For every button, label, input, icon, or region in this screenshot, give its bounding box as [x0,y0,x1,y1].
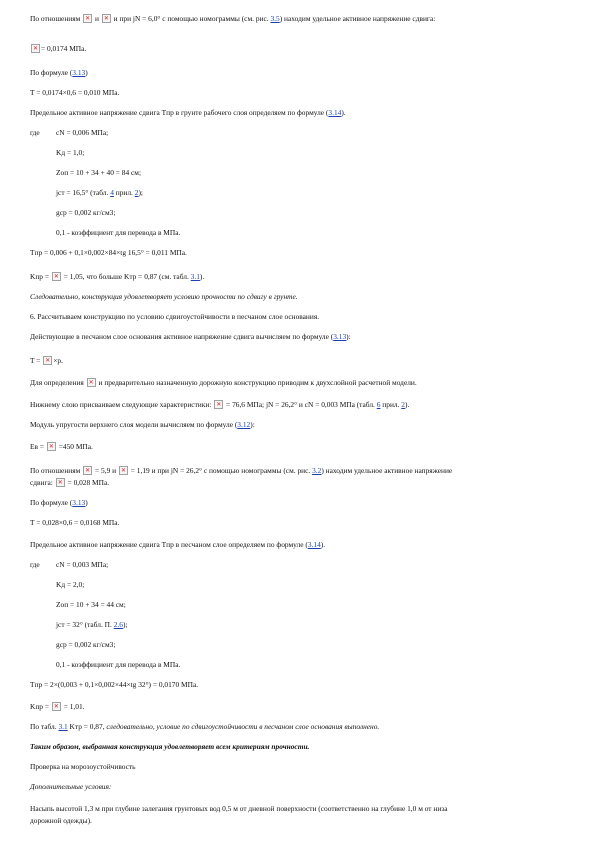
text-line [30,742,309,751]
broken-image-icon [43,356,52,365]
text-run: ): [346,332,351,341]
reference-link[interactable]: 3.13 [72,498,86,507]
text-line [30,816,92,825]
reference-link[interactable]: 3.1 [190,272,200,281]
text-run: прил. [380,400,402,409]
broken-image-icon [52,702,61,711]
text-run: Kд = 1,0; [56,148,85,157]
text-run: где [30,560,40,569]
text-run: Zоп = 10 + 34 = 44 см; [56,600,126,609]
text-line [30,14,435,23]
text-run: T = [30,356,43,365]
text-run: cN = 0,003 МПа; [56,560,109,569]
text-line [56,168,141,177]
text-run: ). [320,540,326,549]
broken-image-icon [52,272,61,281]
text-run: где [30,128,40,137]
broken-image-icon [87,378,96,387]
broken-image-icon [214,400,223,409]
text-run: Kпр = [30,272,51,281]
text-run: 0,1 - коэффициент для перевода в МПа. [56,228,181,237]
text-run: Проверка на морозоустойчивость [30,762,136,771]
reference-link[interactable]: 2 [401,400,405,409]
text-line [30,400,409,409]
text-line [30,680,198,689]
text-run: Нижнему слою присваиваем следующие характеристики: [30,400,214,409]
text-run: Предельное активное напряжение сдвига Tпр в грунте рабочего слоя определяем по формуле ( [30,108,329,117]
broken-image-icon [56,478,65,487]
text-run: сдвига: [30,478,55,487]
text-run: Tпр = 2×(0,003 + 0,1×0,002×44×tg 32°) = 0,0170 МПа. [30,680,199,689]
text-run: Kпр = [30,702,51,711]
text-line [30,356,63,365]
broken-image-icon [83,466,92,475]
text-line [30,312,319,321]
text-run: ) [85,68,88,77]
text-run: = 76,6 МПа; jN = 26,2° и cN = 0,003 МПа (табл. [224,400,377,409]
text-line [30,782,111,791]
text-run: По отношениям [30,14,83,23]
text-run: gср = 0,002 кг/см3; [56,640,116,649]
italic-text: следовательно, условие по сдвигоустойчивости в песчаном слое основания выполнено. [106,722,380,731]
text-run: 0,1 - коэффициент для перевода в МПа. [56,660,181,669]
text-line [56,148,84,157]
text-run: jст = 16,5° (табл. [56,188,111,197]
text-run: Модуль упругости верхнего слоя модели вычисляем по формуле ( [30,420,238,429]
text-line [30,560,40,569]
text-run: Насыпь высотой 1,3 м при глубине залегания грунтовых вод 0,5 м от дневной поверхности (соответственно на глубине 1,0 м от низа [30,804,448,813]
text-run: jст = 32° (табл. П. [56,620,114,629]
text-run: = 1,05, что больше Kтр = 0,87 (см. табл. [61,272,191,281]
text-line [30,272,204,281]
text-run: Zоп = 10 + 34 + 40 = 84 см; [56,168,142,177]
text-run: 6. Рассчитываем конструкцию по условию сдвигоустойчивости в песчаном слое основания. [30,312,320,321]
text-line [30,478,109,487]
text-line [30,804,448,813]
text-line [30,442,93,451]
text-run: По формуле ( [30,498,73,507]
text-line [30,466,452,475]
reference-link[interactable]: 3.13 [72,68,86,77]
text-line [56,600,126,609]
text-run: =450 МПа. [56,442,93,451]
text-run: = 5,9 и [93,466,118,475]
text-run: дорожной одежды). [30,816,92,825]
text-run: T = 0,028×0,6 = 0,0168 МПа. [30,518,120,527]
text-line [56,128,108,137]
text-run: ) [85,498,88,507]
text-run: = 1,19 и при jN = 26,2° с помощью номограммы (см. рис. [128,466,313,475]
text-run: Следовательно, конструкция удовлетворяет условию прочности по сдвигу в грунте. [30,292,298,301]
text-line [56,640,115,649]
text-line [30,128,40,137]
reference-link[interactable]: 3.14 [307,540,321,549]
text-run: ) находим удельное активное напряжение [321,466,453,475]
text-line [30,332,351,341]
text-run: ): [250,420,255,429]
text-line [56,188,143,197]
text-run: ×p. [53,356,63,365]
text-run: cN = 0,006 МПа; [56,128,109,137]
text-run: и [93,14,101,23]
text-run: Kтр = 0,87, [67,722,107,731]
text-run: = 0,028 МПа. [65,478,110,487]
text-line [56,660,180,669]
reference-link[interactable]: 2.6 [113,620,123,629]
text-run: прил. [113,188,135,197]
reference-link[interactable]: 3.14 [328,108,342,117]
broken-image-icon [31,44,40,53]
text-line [30,540,325,549]
reference-link[interactable]: 3.5 [270,14,280,23]
text-line [30,420,255,429]
text-line [30,88,119,97]
text-run: По формуле ( [30,68,73,77]
text-line [56,560,108,569]
text-run: Eв = [30,442,46,451]
text-line [30,292,298,301]
text-line [30,248,187,257]
text-run: Kд = 2,0; [56,580,85,589]
text-run: Дополнительные условия: [30,782,112,791]
reference-link[interactable]: 3.13 [333,332,347,341]
text-run: ); [122,620,128,629]
text-run: Для определения [30,378,86,387]
text-run: Таким образом, выбранная конструкция удовлетворяет всем критериям прочности. [30,742,310,751]
text-line [30,498,88,507]
broken-image-icon [102,14,111,23]
reference-link[interactable]: 2 [134,188,139,197]
text-run: Действующие в песчаном слое основания активное напряжение сдвига вычисляем по формуле ( [30,332,334,341]
text-run: ); [138,188,143,197]
text-line [30,722,379,731]
text-line [56,228,180,237]
text-line [30,108,346,117]
text-line [30,378,417,387]
text-run: ). [405,400,410,409]
text-run: gср = 0,002 кг/см3; [56,208,116,217]
text-run: По табл. [30,722,59,731]
text-run: Tпр = 0,006 + 0,1×0,002×84×tg 16,5° = 0,011 МПа. [30,248,187,257]
text-run: ) находим удельное активное напряжение сдвига: [279,14,436,23]
text-line [56,580,84,589]
reference-link[interactable]: 3.12 [237,420,251,429]
broken-image-icon [83,14,92,23]
text-line [56,208,115,217]
text-run: По отношениям [30,466,83,475]
text-run: = 0,0174 МПа. [41,44,87,53]
text-line [30,68,88,77]
text-run: = 1,01. [61,702,85,711]
text-run: T = 0,0174×0,6 = 0,010 МПа. [30,88,120,97]
text-run: ). [199,272,205,281]
text-line [30,762,136,771]
text-line [30,702,85,711]
reference-link[interactable]: 4 [110,188,114,197]
broken-image-icon [47,442,56,451]
text-line [56,620,127,629]
text-line [30,44,86,53]
text-run: и предварительно назначенную дорожную конструкцию приводим к двухслойной расчетной модели. [96,378,417,387]
broken-image-icon [119,466,128,475]
reference-link[interactable]: 3.2 [312,466,322,475]
text-run: и при jN = 6,0° с помощью номограммы (см. рис. [111,14,271,23]
reference-link[interactable]: 6 [376,400,381,409]
text-line [30,518,119,527]
reference-link[interactable]: 3.1 [58,722,68,731]
text-run: Предельное активное напряжение сдвига Tпр в песчаном слое определяем по формуле ( [30,540,308,549]
text-run: ). [341,108,346,117]
